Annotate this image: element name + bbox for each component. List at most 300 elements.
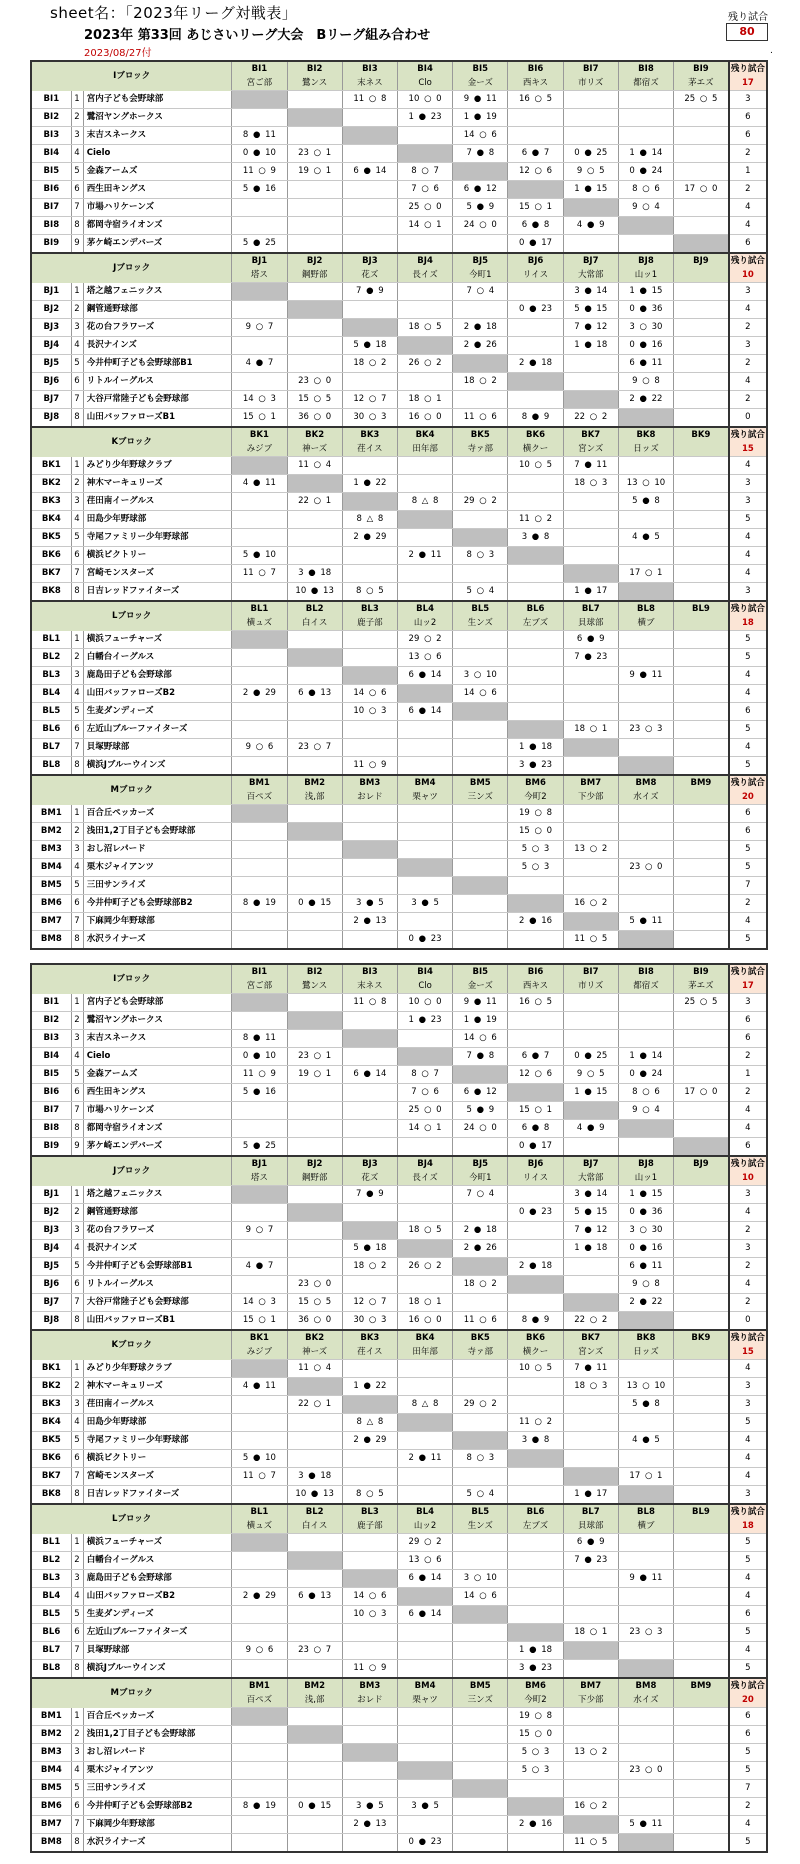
team-name: 水沢ライナーズ (83, 1834, 232, 1853)
match-result-cell (232, 109, 287, 127)
team-number: 2 (71, 649, 83, 667)
match-result-cell (674, 1012, 729, 1030)
column-team-short: 鋼野部 (287, 1171, 342, 1186)
team-code: BJ8 (31, 1312, 71, 1331)
match-result-cell: 15 ○ 1 (232, 409, 287, 428)
match-result-cell (674, 1294, 729, 1312)
remaining-games-label: 残り試合 (728, 12, 768, 23)
match-result-cell (397, 283, 452, 301)
match-result-cell (287, 1186, 342, 1204)
match-result-cell (342, 877, 397, 895)
match-result-cell: 3 ● 5 (342, 895, 397, 913)
match-result-cell (508, 667, 563, 685)
team-number: 6 (71, 547, 83, 565)
column-team-code: BJ2 (287, 253, 342, 268)
team-number: 5 (71, 163, 83, 181)
column-team-code: BI6 (508, 61, 563, 76)
table-row (31, 1294, 767, 1312)
team-remaining: 4 (729, 1102, 767, 1120)
self-match-cell (232, 1534, 287, 1552)
match-result-cell (342, 1726, 397, 1744)
match-result-cell (232, 703, 287, 721)
match-result-cell: 3 ● 5 (397, 1798, 452, 1816)
team-code: BJ7 (31, 1294, 71, 1312)
match-result-cell: 3 ○ 10 (453, 1570, 508, 1588)
match-result-cell: 3 ● 8 (508, 529, 563, 547)
team-name: 日吉レッドファイターズ (83, 1486, 232, 1505)
column-team-code: BJ1 (232, 253, 287, 268)
table-row (31, 1258, 767, 1276)
match-result-cell (453, 1642, 508, 1660)
match-result-cell: 14 ○ 3 (232, 391, 287, 409)
match-result-cell: 7 ● 11 (563, 1360, 618, 1378)
team-code: BI9 (31, 235, 71, 254)
team-name: 都岡寺宿ライオンズ (83, 1120, 232, 1138)
team-remaining: 3 (729, 1186, 767, 1204)
block-header-row (31, 1330, 767, 1345)
match-result-cell (342, 199, 397, 217)
match-result-cell: 15 ○ 5 (287, 391, 342, 409)
match-result-cell: 30 ○ 3 (342, 1312, 397, 1331)
team-number: 1 (71, 1534, 83, 1552)
match-result-cell (674, 319, 729, 337)
match-result-cell: 11 ○ 8 (342, 994, 397, 1012)
team-remaining: 3 (729, 493, 767, 511)
match-result-cell (232, 1120, 287, 1138)
column-team-short: 荏イス (342, 1345, 397, 1360)
match-result-cell (287, 1570, 342, 1588)
table-row (31, 1606, 767, 1624)
match-result-cell: 18 ○ 1 (397, 1294, 452, 1312)
column-team-code: BK2 (287, 1330, 342, 1345)
match-result-cell (453, 1552, 508, 1570)
match-result-cell (232, 1552, 287, 1570)
match-result-cell (563, 1396, 618, 1414)
table-row (31, 1588, 767, 1606)
table-row (31, 127, 767, 145)
match-result-cell (618, 895, 673, 913)
column-team-code: BK6 (508, 427, 563, 442)
match-result-cell (453, 757, 508, 776)
team-name: 茅ケ崎エンデバーズ (83, 235, 232, 254)
match-result-cell (618, 109, 673, 127)
team-remaining: 3 (729, 1240, 767, 1258)
self-match-cell (563, 1642, 618, 1660)
self-match-cell (397, 145, 452, 163)
team-remaining: 2 (729, 1798, 767, 1816)
match-result-cell (287, 1744, 342, 1762)
self-match-cell (342, 493, 397, 511)
match-result-cell: 19 ○ 8 (508, 805, 563, 823)
column-team-short: 西キス (508, 76, 563, 91)
match-result-cell: 6 ● 14 (397, 1606, 452, 1624)
team-name: 田島少年野球部 (83, 511, 232, 529)
match-result-cell: 10 ○ 5 (508, 1360, 563, 1378)
match-result-cell: 18 ○ 1 (563, 721, 618, 739)
match-result-cell: 3 ○ 30 (618, 1222, 673, 1240)
match-result-cell: 23 ○ 7 (287, 739, 342, 757)
match-result-cell: 7 ● 8 (453, 1048, 508, 1066)
team-number: 1 (71, 994, 83, 1012)
match-result-cell (674, 1414, 729, 1432)
column-team-code: BJ4 (397, 253, 452, 268)
match-result-cell: 18 ○ 2 (453, 1276, 508, 1294)
match-result-cell (232, 667, 287, 685)
self-match-cell (287, 109, 342, 127)
match-result-cell (674, 391, 729, 409)
column-team-short: 横ュズ (232, 1519, 287, 1534)
match-result-cell (508, 127, 563, 145)
column-team-short: 浅,部 (287, 790, 342, 805)
column-team-short: 大常部 (563, 1171, 618, 1186)
match-result-cell: 18 ○ 3 (563, 1378, 618, 1396)
team-name: 田島少年野球部 (83, 1414, 232, 1432)
column-team-code: BL9 (674, 1504, 729, 1519)
team-number: 9 (71, 235, 83, 254)
match-result-cell: 1 ● 17 (563, 583, 618, 602)
match-result-cell (287, 1834, 342, 1853)
match-result-cell: 14 ○ 6 (453, 685, 508, 703)
match-result-cell (453, 1834, 508, 1853)
team-remaining: 6 (729, 127, 767, 145)
team-name: 茅ケ崎エンデバーズ (83, 1138, 232, 1157)
match-result-cell (453, 931, 508, 950)
match-result-cell (342, 109, 397, 127)
team-number: 5 (71, 1780, 83, 1798)
column-team-code: BM9 (674, 1678, 729, 1693)
match-result-cell (342, 1012, 397, 1030)
match-result-cell: 11 ○ 5 (563, 931, 618, 950)
match-result-cell: 0 ● 15 (287, 895, 342, 913)
team-name: 山田バッファローズB2 (83, 685, 232, 703)
table-row (31, 877, 767, 895)
match-result-cell: 5 ○ 3 (508, 1744, 563, 1762)
team-name: 市場ハリケーンズ (83, 1102, 232, 1120)
match-result-cell: 9 ○ 7 (232, 319, 287, 337)
column-team-short: 百ペズ (232, 1693, 287, 1708)
match-result-cell (287, 667, 342, 685)
match-result-cell: 0 ● 36 (618, 1204, 673, 1222)
match-result-cell (618, 1780, 673, 1798)
column-team-code: BM1 (232, 775, 287, 790)
match-result-cell (453, 511, 508, 529)
team-code: BL6 (31, 1624, 71, 1642)
match-result-cell (563, 511, 618, 529)
team-name: 神木マーキュリーズ (83, 475, 232, 493)
column-team-code: BI3 (342, 964, 397, 979)
team-code: BM4 (31, 1762, 71, 1780)
match-result-cell: 9 ○ 8 (618, 1276, 673, 1294)
match-result-cell (453, 1360, 508, 1378)
match-result-cell (674, 583, 729, 602)
team-number: 2 (71, 1552, 83, 1570)
match-result-cell (232, 217, 287, 235)
self-match-cell (232, 1708, 287, 1726)
self-match-cell (618, 1486, 673, 1505)
column-team-code: BM3 (342, 1678, 397, 1693)
self-match-cell (618, 1834, 673, 1853)
match-result-cell: 25 ○ 5 (674, 91, 729, 109)
team-number: 4 (71, 145, 83, 163)
column-team-code: BM2 (287, 1678, 342, 1693)
team-name: 貝塚野球部 (83, 739, 232, 757)
match-result-cell (287, 547, 342, 565)
match-result-cell: 6 ● 8 (508, 217, 563, 235)
match-result-cell (232, 859, 287, 877)
column-team-code: BL3 (342, 601, 397, 616)
team-remaining: 4 (729, 739, 767, 757)
team-code: BK1 (31, 1360, 71, 1378)
match-result-cell: 9 ○ 7 (232, 1222, 287, 1240)
match-result-cell: 29 ○ 2 (453, 1396, 508, 1414)
match-result-cell: 16 ○ 0 (397, 409, 452, 428)
match-result-cell (232, 931, 287, 950)
match-result-cell (287, 529, 342, 547)
team-number: 4 (71, 1414, 83, 1432)
column-team-short: 横クー (508, 442, 563, 457)
column-team-short (674, 268, 729, 283)
team-number: 4 (71, 1588, 83, 1606)
match-result-cell (508, 1588, 563, 1606)
match-result-cell (232, 301, 287, 319)
match-result-cell: 9 ○ 5 (563, 1066, 618, 1084)
match-result-cell (618, 457, 673, 475)
match-result-cell (232, 1660, 287, 1679)
column-team-code: BK4 (397, 1330, 452, 1345)
column-team-code: BK8 (618, 1330, 673, 1345)
match-result-cell (342, 1468, 397, 1486)
table-row (31, 721, 767, 739)
self-match-cell (618, 931, 673, 950)
team-name: 宮崎モンスターズ (83, 565, 232, 583)
column-team-code: BM8 (618, 1678, 673, 1693)
block-header-row (31, 253, 767, 268)
match-result-cell: 25 ○ 5 (674, 994, 729, 1012)
team-code: BM3 (31, 841, 71, 859)
self-match-cell (508, 1084, 563, 1102)
match-result-cell (674, 1258, 729, 1276)
match-result-cell (618, 91, 673, 109)
match-result-cell (342, 565, 397, 583)
team-name: 左近山ブルーファイターズ (83, 1624, 232, 1642)
column-team-short: 末ネス (342, 979, 397, 994)
team-remaining: 4 (729, 529, 767, 547)
match-result-cell (618, 1534, 673, 1552)
self-match-cell (674, 1138, 729, 1157)
match-result-cell: 18 ○ 2 (342, 355, 397, 373)
team-code: BM5 (31, 877, 71, 895)
match-result-cell (618, 1588, 673, 1606)
team-remaining: 4 (729, 1276, 767, 1294)
team-remaining: 5 (729, 1660, 767, 1679)
table-row (31, 1708, 767, 1726)
match-result-cell (674, 1048, 729, 1066)
league-table-copy-2 (30, 963, 768, 1853)
self-match-cell (232, 994, 287, 1012)
document-title: 2023年 第33回 あじさいリーグ大会 Bリーグ組み合わせ (84, 28, 431, 43)
column-team-code: BM7 (563, 775, 618, 790)
self-match-cell (397, 1240, 452, 1258)
match-result-cell (618, 1726, 673, 1744)
match-result-cell (674, 199, 729, 217)
table-row (31, 1642, 767, 1660)
match-result-cell: 11 ○ 9 (232, 1066, 287, 1084)
match-result-cell: 0 ● 23 (397, 1834, 452, 1853)
match-result-cell (618, 1414, 673, 1432)
match-result-cell (232, 1726, 287, 1744)
team-code: BK1 (31, 457, 71, 475)
match-result-cell: 13 ○ 10 (618, 1378, 673, 1396)
match-result-cell: 13 ○ 2 (563, 1744, 618, 1762)
match-result-cell (287, 91, 342, 109)
column-team-code: BL7 (563, 1504, 618, 1519)
team-name: 今井仲町子ども会野球部B2 (83, 895, 232, 913)
match-result-cell: 16 ○ 5 (508, 994, 563, 1012)
column-team-short: 三ンズ (453, 1693, 508, 1708)
match-result-cell (397, 1486, 452, 1505)
self-match-cell (287, 1012, 342, 1030)
team-name: 貝塚野球部 (83, 1642, 232, 1660)
match-result-cell: 2 ● 16 (508, 1816, 563, 1834)
match-result-cell: 14 ○ 3 (232, 1294, 287, 1312)
team-name: 日吉レッドファイターズ (83, 583, 232, 602)
team-code: BL5 (31, 703, 71, 721)
column-team-short: 宮ご部 (232, 76, 287, 91)
match-result-cell: 2 ● 16 (508, 913, 563, 931)
match-result-cell (563, 91, 618, 109)
match-result-cell (232, 1762, 287, 1780)
table-row (31, 913, 767, 931)
match-result-cell (287, 841, 342, 859)
match-result-cell (674, 1744, 729, 1762)
block-name: Lブロック (31, 601, 232, 631)
self-match-cell (397, 1588, 452, 1606)
column-team-code: BJ9 (674, 253, 729, 268)
match-result-cell: 22 ○ 2 (563, 1312, 618, 1331)
block-header-row (31, 1156, 767, 1171)
match-result-cell: 2 ● 18 (508, 1258, 563, 1276)
match-result-cell (674, 1816, 729, 1834)
team-code: BL5 (31, 1606, 71, 1624)
match-result-cell (232, 199, 287, 217)
match-result-cell (674, 1606, 729, 1624)
match-result-cell (508, 703, 563, 721)
team-code: BJ8 (31, 409, 71, 428)
self-match-cell (342, 1222, 397, 1240)
match-result-cell (674, 529, 729, 547)
team-code: BK6 (31, 1450, 71, 1468)
team-number: 3 (71, 841, 83, 859)
match-result-cell (453, 895, 508, 913)
match-result-cell (674, 1726, 729, 1744)
table-row (31, 235, 767, 254)
team-remaining: 2 (729, 391, 767, 409)
team-name: 鋼管通野球部 (83, 301, 232, 319)
match-result-cell (674, 1780, 729, 1798)
match-result-cell (397, 877, 452, 895)
match-result-cell (342, 235, 397, 254)
team-number: 8 (71, 1312, 83, 1331)
match-result-cell: 0 ● 25 (563, 145, 618, 163)
column-team-short: 神ーズ (287, 1345, 342, 1360)
team-name: 横浜ビクトリー (83, 547, 232, 565)
match-result-cell (232, 1414, 287, 1432)
team-code: BL3 (31, 667, 71, 685)
match-result-cell (453, 1744, 508, 1762)
match-result-cell: 15 ○ 1 (508, 199, 563, 217)
match-result-cell (342, 1534, 397, 1552)
match-result-cell: 1 ● 19 (453, 1012, 508, 1030)
column-team-code: BL7 (563, 601, 618, 616)
match-result-cell (508, 1030, 563, 1048)
column-team-short: 寺ァ部 (453, 1345, 508, 1360)
team-code: BL1 (31, 1534, 71, 1552)
column-team-code: BK1 (232, 1330, 287, 1345)
team-remaining: 4 (729, 457, 767, 475)
remaining-header: 残り試合 (729, 1678, 767, 1693)
match-result-cell: 5 ● 11 (618, 1816, 673, 1834)
self-match-cell (618, 757, 673, 776)
team-number: 4 (71, 685, 83, 703)
match-result-cell: 0 ● 36 (618, 301, 673, 319)
match-result-cell: 5 ● 18 (342, 1240, 397, 1258)
self-match-cell (342, 667, 397, 685)
column-team-code: BL2 (287, 1504, 342, 1519)
match-result-cell (563, 994, 618, 1012)
match-result-cell: 22 ○ 2 (563, 409, 618, 428)
match-result-cell (453, 1468, 508, 1486)
match-result-cell (674, 1432, 729, 1450)
column-team-short: 西キス (508, 979, 563, 994)
match-result-cell (674, 1762, 729, 1780)
team-remaining: 2 (729, 355, 767, 373)
team-remaining: 2 (729, 181, 767, 199)
table-row (31, 1396, 767, 1414)
column-team-short: 花ズ (342, 1171, 397, 1186)
match-result-cell (397, 1378, 452, 1396)
match-result-cell: 23 ○ 1 (287, 1048, 342, 1066)
match-result-cell (397, 565, 452, 583)
column-team-code: BJ8 (618, 1156, 673, 1171)
block-header-row (31, 775, 767, 790)
match-result-cell (563, 1606, 618, 1624)
team-remaining: 6 (729, 1606, 767, 1624)
match-result-cell (563, 1762, 618, 1780)
team-number: 5 (71, 1258, 83, 1276)
team-remaining: 3 (729, 475, 767, 493)
team-name: 市場ハリケーンズ (83, 199, 232, 217)
column-team-short: 寺ァ部 (453, 442, 508, 457)
table-row (31, 199, 767, 217)
block-header-row (31, 1504, 767, 1519)
match-result-cell: 6 ● 9 (563, 631, 618, 649)
block-name: Kブロック (31, 427, 232, 457)
column-team-code: BI5 (453, 964, 508, 979)
match-result-cell (397, 583, 452, 602)
column-team-short: 宮ンズ (563, 1345, 618, 1360)
match-result-cell (563, 235, 618, 254)
match-result-cell: 23 ○ 0 (618, 1762, 673, 1780)
match-result-cell: 23 ○ 3 (618, 721, 673, 739)
self-match-cell (508, 895, 563, 913)
column-team-short: 長イズ (397, 268, 452, 283)
match-result-cell: 3 ● 18 (287, 565, 342, 583)
team-code: BI2 (31, 1012, 71, 1030)
team-code: BK6 (31, 547, 71, 565)
team-code: BI6 (31, 1084, 71, 1102)
match-result-cell: 13 ○ 6 (397, 649, 452, 667)
self-match-cell (397, 511, 452, 529)
